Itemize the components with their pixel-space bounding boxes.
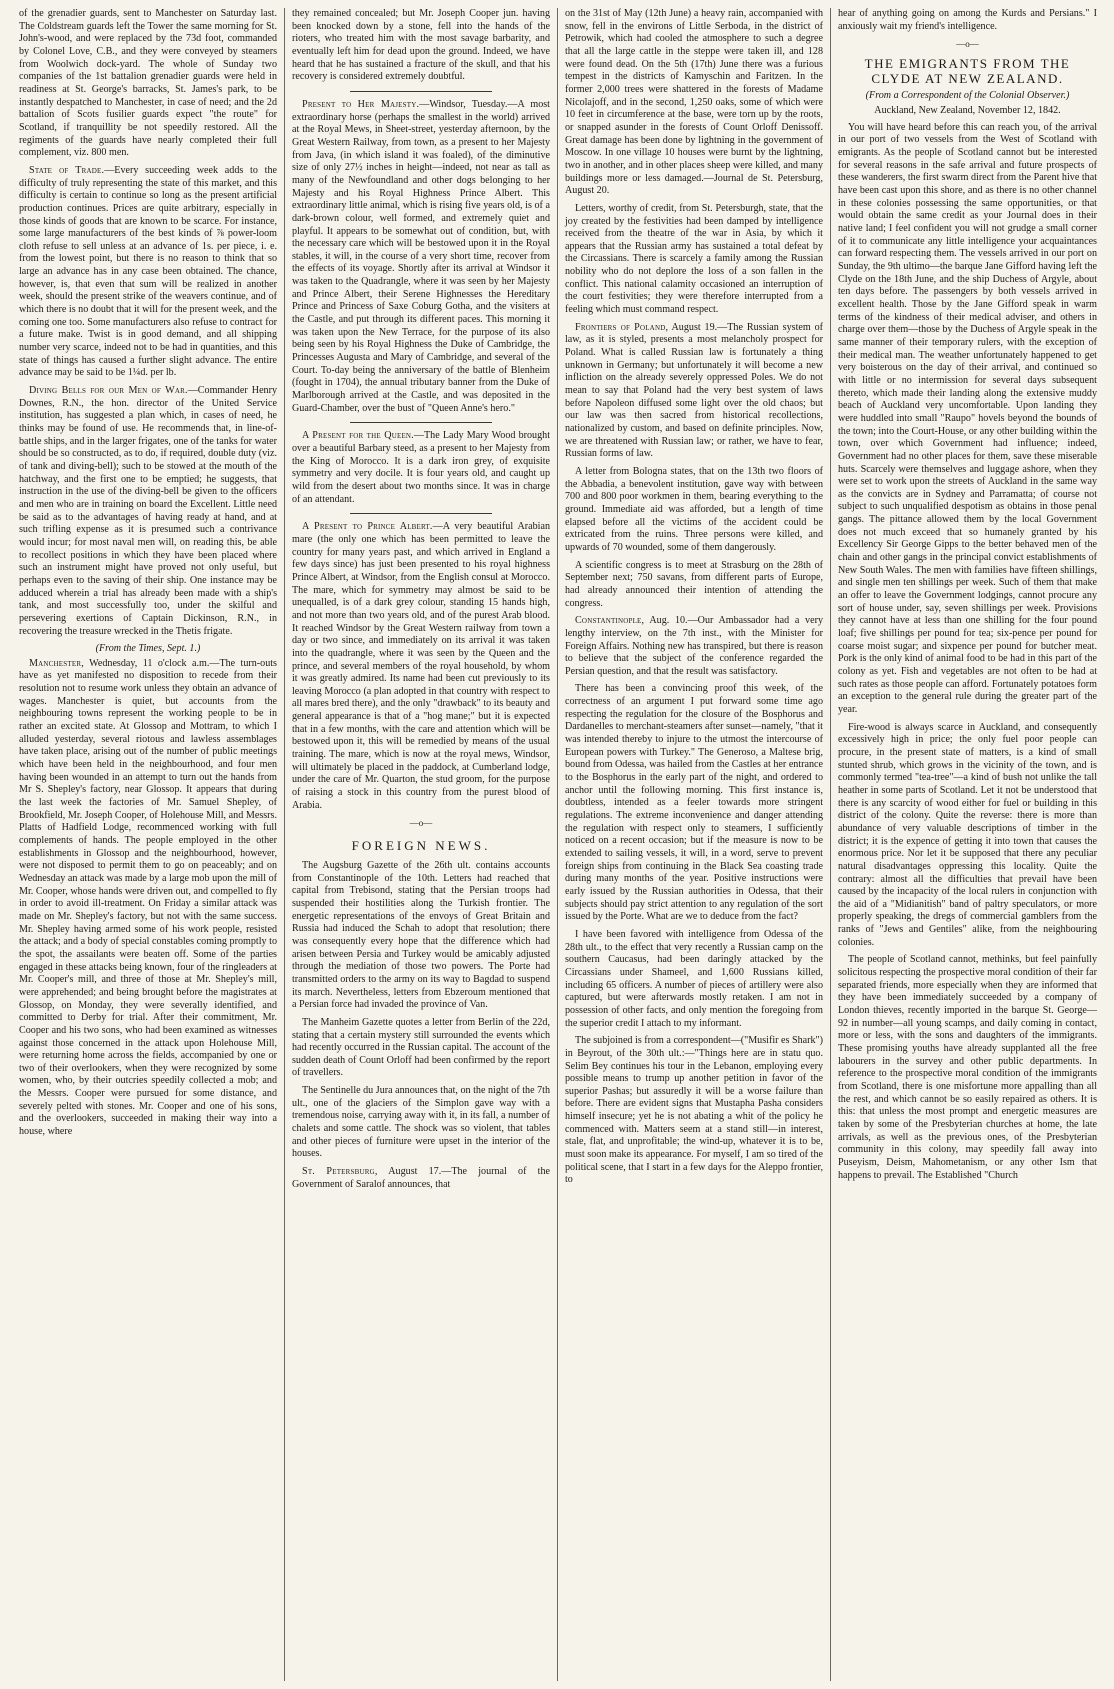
article-paragraph: I have been favored with intelligence from Odessa of the 28th ult., to the effect that very recently a Russian camp on the southern Caucasus, had been daringly attacked by the Circassians under Shameel, and 1,600 Russians killed, including 65 officers. A number of pieces of artillery were also captured, but were afterwards mostly retaken. I am not in possession of other facts, and only mention the foregoing from the superior credit I attach to my informant. bbox=[565, 928, 823, 1029]
article-paragraph: Letters, worthy of credit, from St. Petersburgh, state, that the joy created by the festivities had been damped by intelligence received from the theatre of the war in Asia, by which it appears that the Russian army has sustained a total defeat by the Circassians. There is scarcely a family among the Russian nobility who do not deplore the loss of a son fallen in the conflict. This national calamity occasioned an interruption of the court festivities; they were therefore interrupted from a feeling which must command respect. bbox=[565, 202, 823, 316]
article-paragraph: The subjoined is from a correspondent—("Musifir es Shark") in Beyrout, of the 30th ult.:—"Things here are in statu quo. Selim Bey continues his tour in the Lebanon, employing every possible means to trump up another petition in favor of the superior Pashas; but assuredly it will be a worse failure than before. There are evident signs that Mustapha Pasha considers himself insecure; yet he is not abating a whit of the policy he commenced with. Matters seem at a stand still—in interest, stale, flat, and unprofitable; the wind-up, whatever it is to be, must soon make its appearance. For myself, I am so tired of the political scene, that I start in a few days for the Aleppo frontier, to bbox=[565, 1035, 823, 1186]
article-text: —Every succeeding week adds to the difficulty of truly representing the state of this market, and this difficulty is certain to continue so long as the present artificial production continues. Prices are quite arbitrary, especially in those kinds of goods that are known to be scarce. For instance, some large manufacturers of the best kinds of ⅞ power-loom cloth refuse to sell unless at an advance of 1s. per piece, i. e. from the lowest point, but there is no reason to think that so large an advance has in any case been obtained. The chance, however, is, that even that sum will be realized in another week, should the present strike of the weavers continue, and of which there is no doubt that it will for the present week, and the coming one too. Some manufacturers also refuse to contract for a future make. Twist is in good demand, and all shipping number very scarce, indeed not to be had in quantities, and this state of things has caused a further slight advance. The entire advance may be said to be 1¼d. per lb. bbox=[19, 164, 277, 379]
source-credit: (From a Correspondent of the Colonial Observer.) bbox=[865, 90, 1070, 102]
article-text: August 19.—The Russian system of law, as it is styled, presents a most melancholy prospect for Poland. What is called Russian law is fortunately a thing unknown in Germany; but unfortunately it will become a new infliction on the already severely oppressed Poles. We do not mean to say that Poland had the very best system of laws before Napoleon diffused some light over the old chaos; but our law was then sacred from historical recollections, nationalized by custom, and based on definite principles. Now, we are threatened with Russian law; or rather, we have to fear, Russian forms of law. bbox=[565, 321, 824, 460]
article-paragraph: on the 31st of May (12th June) a heavy rain, accompanied with snow, fell in the environs of Little Serboda, in the district of Petrowik, which had cooled the atmosphere to such a degree that all the large cattle in the steppe were taken ill, and 128 were found dead. On the 5th (17th) June there was a furious tempest in the districts of Kamyschin and Faritzen. In the former 2,000 trees were shattered in the forests of Madame Nicolajoff, and in the second, 1,250 oaks, some of which were 10 feet in circumference at the base, were torn up by the roots, or snapped asunder in the forests of Count Orloff Denissoff. Great damage has been done by lightning in the government of Moscow. In one village 10 houses were burnt by the lightning, two in another, and in other places sheep were killed, and many buildings more or less damaged.—Journal de St. Petersburg, August 20. bbox=[565, 8, 823, 197]
divider bbox=[350, 513, 492, 514]
article-text: Wednesday, 11 o'clock a.m.—The turn-outs have as yet manifested no disposition to recede from their resolution not to resume work unless they obtain an advance of wages. Manchester is quiet, but accounts from the neighbouring towns represent the working people to be in rather an excited state. At Glossop and Mottram, to which I alluded yesterday, several riotous and lawless assemblages have taken place, arising out of the number of public meetings which have been held in the neighbourhood, and four men having been wounded in an attempt to turn out the hands from Mr S. Shepley's factory, near Glossop. It appears that during the last week the factories of Mr. Samuel Shepley, of Brookfield, Mr. Joseph Cooper, of Holehouse Mill, and Messrs. Platts of Hadfield Lodge, recommenced working with full complements of hands. The people employed in the other establishments in Glossop and the neighbourhood, however, were not disposed to permit them to go on peaceably; and on Wednesday an attack was made by a large mob upon the mill of Mr. Cooper, whose hands were driven out, and compelled to fly in order to avoid ill-treatment. On Friday a similar attack was made on Mr. Shepley's factory, but not with the same success. Mr. Shepley having armed some of his work people, resisted the attack; and a body of special constables coming promptly to the spot, the assailants were beaten off. Some of the parties engaged in these attacks being known, four of the ringleaders at Mr. Cooper's mill, and three of those at Mr. Shepley's mill, were apprehended; and being brought before the magistrates at Glossop, on Monday, they were severally identified, and committed to Derby for trial. After their commitment, Mr. Cooper and his two sons, who had been examined as witnesses against those concerned in the attack upon Holehouse Mill, were returning home across the fields, accompanied by one or two of their overlookers, when they were recognized by some women, who, by their outcries speedily collected a mob; and the Messrs. Cooper were pursued for some distance, and severely pelted with stones. Mr. Cooper and one of his sons, and the overlookers, succeeded in making their way into a house, where bbox=[19, 657, 277, 1138]
article-state-of-trade bbox=[19, 165, 277, 380]
article-present-queen bbox=[292, 430, 550, 506]
article-paragraph: they remained concealed; but Mr. Joseph Cooper jun. having been knocked down by a stone, fell into the hands of the rioters, who treated him with the most savage barbarity, and eventually left him for dead upon the ground. Indeed, we have heard that he has sustained a fracture of the skull, and that his recovery is considered extremely doubtful. bbox=[292, 8, 550, 83]
article-text: —Commander Henry Downes, R.N., the hon. director of the United Service institution, has suggested a plan which, in cases of need, he thinks may be found of use. He recommends that, in line-of-battle ships, and in the larger frigates, one of the tanks for water should be so constructed, as to do, if required, double duty (viz. of tank and diving-bell); such to be stowed at the mouth of the hatchway, and the first one to be emptied; he suggests, that instruction in the use of the diving-bell be given to the officers and men who are in training on board the Excellent. Little need be said as to the advantages of having ready at hand, and at such trifling expense as it is presumed such a contrivance would incur; for most naval men will, on reading this, be able to recollect positions in which they have been placed where such an instrument might have proved not only useful, but perhaps even to the saving of their ship. One instance may be adduced wherein a trial has already been made with a ship's tank, and most successfully too, under the skilful and persevering exertions of Captain Dickinson, R.N., in recovering the treasure wrecked in the Thetis frigate. bbox=[19, 385, 277, 637]
article-heading: Constantinople, bbox=[575, 615, 645, 627]
article-manheim: The Manheim Gazette quotes a letter from Berlin of the 22d, stating that a certain mystery still surrounded the events which had recently occurred in the Russian capital. The account of the sudden death of Count Orloff had been confirmed by the report of travellers. bbox=[292, 1016, 550, 1079]
article-strasburg: A scientific congress is to meet at Strasburg on the 28th of September next; 750 savans, from different parts of Europe, had already announced their intention of attending the congress. bbox=[565, 559, 823, 609]
article-heading: Present to Her Majesty. bbox=[302, 98, 420, 110]
divider bbox=[350, 91, 492, 92]
column-3 bbox=[558, 8, 831, 1681]
article-paragraph: You will have heard before this can reach you, of the arrival in our port of two vessels from the West of Scotland with emigrants. As the people of Scotland cannot but be interested for several reasons in the safe arrival and future prospects of these wanderers, the first swarm direct from the Parent hive that have been cast upon this shore, and as there is no other channel in these colonies possessing the same opportunities, or that would obtain the same credit as your Journal does in their native land; I feel confident you will not grudge a small corner of it to communicate any little intelligence your acquaintances can forward respecting them. The vessels arrived in our port on Sunday, the 9th ultimo—the barque Jane Gifford having left the Clyde on the 18th June, and the ship Duchess of Argyle, about ten days before. The passengers by both vessels arrived in excellent health. Those by the Jane Gifford speak in warm terms of the kindness of their medical adviser, and others in charge over them—those by the Duchess of Argyle speak in the same manner of their temporary rulers, with the exception of their medical man. The weather unfortunately happened to get very boisterous on the day of their arrival, and continued so with little or no intermission for several days subsequent thereto, which made their landing along the extensive muddy beach of Auckland very uncomfortable. Upon landing they were huddled into small "Raupo" hovels beyond the bounds of the town; into the Court-House, or any other building within the town, over which Government had influence; indeed, Government had no other places for them, save these miserable huts. Scarcely were themselves and luggage ashore, when they were set to work upon the streets of Auckland in the same way as the convicts are in Sydney and Parramatta; of course not subject to such unqualified despotism as obtains in those penal gangs. The pittance allowed them by the local Government does not much exceed that so humanely granted by his Excellency Sir George Gipps to the better behaved men of the chain and other gangs in the principal convict establishments of New South Wales. The men with families have fifteen shillings, and single men ten shillings per week. Such of them that make an offer to leave the Government lodgings, cannot procure any sort of house under, say, seven shillings per week. Provisions they cannot have at less than one shilling for the four pound loaf; five shillings per pound for tea; six-pence per pound for coarse moist sugar; and sixpence per pound for butcher meat. Pork is the only kind of animal food to be had in this part of the colony as yet. Fish and vegetables are not often to be had at such rates as those people can afford. Fortunately potatoes form an exception to the general rule during the greater part of the year. bbox=[838, 121, 1097, 715]
column-4 bbox=[831, 8, 1104, 1681]
article-heading: A Present for the Queen. bbox=[302, 430, 414, 442]
article-heading: Diving Bells for our Men of War. bbox=[29, 385, 188, 397]
article-title-emigrants: THE EMIGRANTS FROM THE CLYDE AT NEW ZEALAND. bbox=[864, 55, 1071, 86]
article-frontiers-poland bbox=[565, 322, 823, 461]
article-paragraph: Fire-wood is always scarce in Auckland, and consequently excessively high in price; the only fuel poor people can procure, in the present state of matters, is a kind of small stunted shrub, which grows in the vicinity of the town, and is commonly termed "tea-tree"—a kind of bush not unlike the tall heather in some parts of Scotland. Let it not be understood that there is any scarcity of wood either for fuel or building in this district of the colony. Quite the reverse: there is more than abundance of very valuable descriptions of timber in the district; it is the expence of getting it into town that causes the enormous price. Nor let it be supposed that there any peculiar natural disadvantages oppressing this locality. Quite the contrary: almost all the difficulties that prevail have been caused by the incapacity of the local rulers in conjunction with the aid of a "Midianitish" band of paltry speculators, or more properly speaking, the dregs of commercial gamblers from the ranks of "Jews and Gentiles" alike, from the neighbouring colonies. bbox=[838, 721, 1097, 948]
column-2 bbox=[285, 8, 558, 1681]
column-1 bbox=[12, 8, 285, 1681]
ornament-divider: —o— bbox=[956, 39, 979, 50]
section-heading-foreign-news: FOREIGN NEWS. bbox=[351, 837, 491, 853]
article-paragraph: of the grenadier guards, sent to Manchester on Saturday last. The Coldstream guards left the Tower the same morning for St. John's-wood, and were replaced by the 73d foot, commanded by Colonel Love, C.B., and they were conveyed by steamers from Woolwich dock-yard. The whole of Sunday two companies of the 1st battalion grenadier guards were held in readiness at St. George's barracks, St. James's park, to be instantly despatched to Manchester, in case of need; and the 2d battalion of Scots fusilier guards expect "the route" for Scotland, if tranquillity be not speedily restored. All the regiments of the guards have nearly completed their full complement, viz. 800 men. bbox=[19, 8, 277, 159]
article-text: —Windsor, Tuesday.—A most extraordinary horse (perhaps the smallest in the world) arrived at the Royal Mews, in Sheet-street, yesterday afternoon, by the Great Western Railway, from town, as a present to her Majesty from Java, (in which island it was foaled), of the diminutive size of only 27½ inches in height—indeed, not near as tall as many of the Newfoundland and other dogs belonging to her Majesty and his Royal Highness Prince Albert. This extraordinary little animal, which is rising five years old, is of a dark-brown colour, well formed, and extremely quiet and playful. It appears to be somewhat out of condition, but, with the necessary care which will be bestowed upon it in the Royal stables, it will, in the course of a very short time, recover from the effects of its voyage. Shortly after its arrival at Windsor it was taken to the Quadrangle, where it was seen by her Majesty and Prince Albert, their Serene Highnesses the Hereditary Prince and Princess of Saxe Coburg Gotha, and the visiters at the Castle, and put through its different paces. This morning it was taken upon the New Terrace, for the purpose of its also being seen by his Royal Highness the Duke of Cambridge, the Princesses Augusta and Mary of Cambridge, and several of the Court. To-day being the anniversary of the battle of Blenheim (fought in 1704), the annual tributary banner from the Duke of Marlborough arrived at the Castle, and was deposited in the Guard-Chamber, over the bust of "Queen Anne's hero." bbox=[292, 98, 550, 414]
ornament-divider: —o— bbox=[409, 818, 433, 829]
article-constantinople bbox=[565, 615, 823, 678]
article-augsburg: The Augsburg Gazette of the 26th ult. contains accounts from Constantinople of the 10th. Letters had reached that capital from Trebisond, stating that the Persian troops had suspended their hostilities along the Turkish frontier. The energetic representations of the envoys of Great Britain and Russia had induced the Schah to adopt that resolution; there was consequently every hope that the difference which had arisen between Persia and Turkey would be amicably adjusted through the mediation of those two powers. The Porte had transmitted orders to the army on its way to Bagdad to suspend its march. Nevertheless, letters from Ebzeroum mentioned that a Persian force had invaded the province of Van. bbox=[292, 859, 550, 1011]
article-paragraph: hear of anything going on among the Kurds and Persians." I anxiously wait my friend's intelligence. bbox=[838, 8, 1097, 32]
article-manchester bbox=[19, 658, 277, 1139]
article-present-majesty bbox=[292, 99, 550, 415]
article-paragraph: There has been a convincing proof this week, of the correctness of an argument I put forward some time ago respecting the regulation for the closure of the Bosphorus and Dardanelles to merchant-steamers after sunset—namely, "that it was intended thereby to injure to the utmost the intercourse of European powers with Turkey." The Generoso, a Maltese brig, bound from Odessa, was hailed from the Castles at her entrance to the Bosphorus in the early part of the night, and ordered to anchor until the following morning. This first instance is, doubtless, intended as a feeler towards more stringent regulations. The extreme inconvenience and danger attending the regulation with respect only to steamers, I sufficiently noticed on a recent occasion; but if the measure is now to be extended to sailing vessels, it will, in a word, serve to prevent foreign ships from continuing in the Black Sea coasting trade during many months of the year. Positive instructions were early issued by the Russian authorities in Odessa, that their subjects should pay strict attention to any regulation of the sort issued by the Porte. What are we to deduce from the fact? bbox=[565, 683, 823, 923]
article-text: Aug. 10.—Our Ambassador had a very lengthy interview, on the 7th inst., with the Minister for Foreign Affairs. Nothing new has transpired, but there is reason to believe that the subject of the conference regarded the Persian question, and that the result was satisfactory. bbox=[565, 615, 823, 677]
dateline: Auckland, New Zealand, November 12, 1842. bbox=[874, 105, 1061, 117]
divider bbox=[350, 422, 492, 423]
article-heading: State of Trade. bbox=[29, 164, 105, 176]
article-text: August 17.—The journal of the Government of Saralof announces, that bbox=[292, 1166, 550, 1190]
article-heading: Manchester, bbox=[29, 657, 84, 669]
article-sentinelle: The Sentinelle du Jura announces that, on the night of the 7th ult., one of the glaciers of the Simplon gave way with a tremendous noise, carrying away with it, in its fall, a number of chalets and some cattle. The shock was so violent, that tables and other pieces of furniture were upset in the interior of the houses. bbox=[292, 1085, 550, 1160]
article-text: —A very beautiful Arabian mare (the only one which has been permitted to leave the country for many years past, and which arrived in England a few days since) has just been presented to his royal highness Prince Albert, at Windsor, from the English consul at Morocco. The mare, which for symmetry may almost be said to be unequalled, is of a dark grey colour, standing 15 hands high, and not more than two years old, and of the purest Arab blood. It reached Windsor by the Great Western railway from town a day or two since, and immediately on its arrival it was taken into the quadrangle, where it was seen by the Queen and the prince, and several members of the royal household, by whom it was greatly admired. Its name had been cut previously to its leaving Morocco (a plan adopted in that country with respect to all mares bred there), and the only "drawback" to its beauty and general appearance is that of a "hog mane;" but it is expected that in a few months, with the care and attention which will be bestowed upon it, this will be remedied by means of the usual training. The mare, which is now at the royal mews, Windsor, will ultimately be placed in the paddock, at Cumberland lodge, under the care of Mr. Quarton, the stud groom, for the purpose of raising a stock in this country from the purest blood of Arabia. bbox=[292, 521, 550, 811]
article-heading: A Present to Prince Albert. bbox=[302, 521, 433, 533]
article-heading: St. Petersburg, bbox=[302, 1166, 378, 1178]
article-text: —The Lady Mary Wood brought over a beautiful Barbary steed, as a present to her Majesty from the King of Morocco. It is a dark iron grey, of exquisite symmetry and very docile. It is four years old, and caught up wild from the desert about two months since. It was in charge of an attendant. bbox=[292, 430, 551, 505]
article-heading: Frontiers of Poland, bbox=[575, 321, 669, 333]
article-diving-bells bbox=[19, 385, 277, 638]
article-present-albert bbox=[292, 521, 550, 812]
article-paragraph: The people of Scotland cannot, methinks, but feel painfully solicitous respecting the prospective moral condition of their far separated friends, more especially when they are informed that they have been immediately succeeded by a company of London thieves, recently imported in the barque St. George—92 in number—all young scamps, and daily coming in contact, more or less, with the sons and daughters of the immigrants. These promising youths have already supplanted all the free labourers in the survey and other public departments. In reference to the prospective moral condition of the immigrants from Scotland, there is one misfortune more appalling than all the rest, and which cannot be so easily repaired as others. It is this: that unless the most prompt and energetic measures are taken by some of the Presbyterian churches at home, the late arrivals, as well as the previous ones, of the Presbyterian community in this colony, may speedily fall away into Puseyism, Deism, Mahometanism, or any other Ism that happens to prevail. The Established "Church bbox=[838, 954, 1097, 1181]
source-credit: (From the Times, Sept. 1.) bbox=[95, 643, 201, 655]
article-bologna: A letter from Bologna states, that on the 13th two floors of the Abbadia, a benevolent institution, gave way with between 700 and 800 poor workmen in them, bearing everything to the ground. Immediate aid was afforded, but a length of time elapsed before all the victims of the accident could be extricated from the ruins. Three persons were killed, and upwards of 70 wounded, some of them dangerously. bbox=[565, 465, 823, 553]
article-st-petersburg bbox=[292, 1166, 550, 1191]
